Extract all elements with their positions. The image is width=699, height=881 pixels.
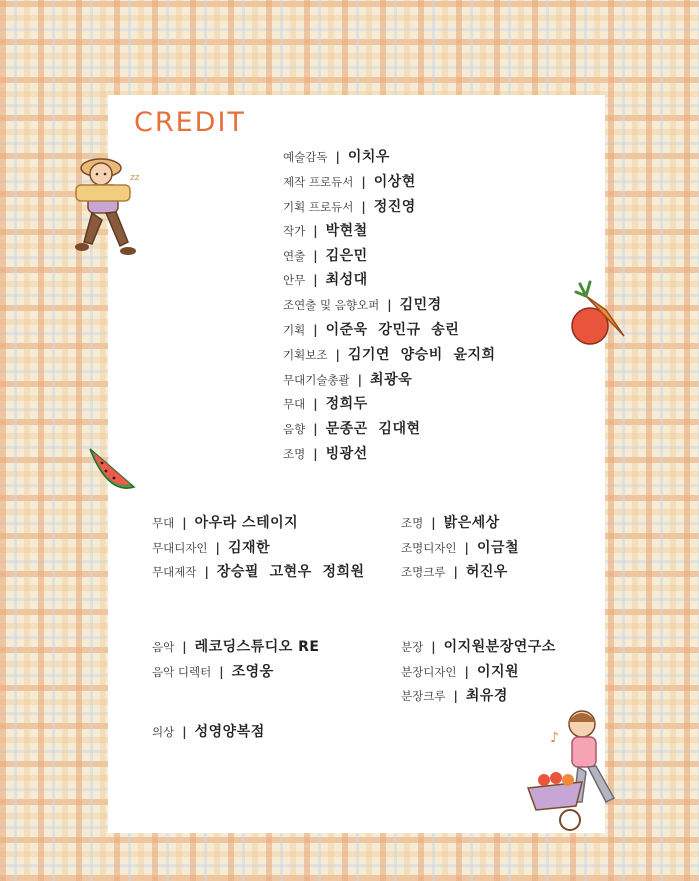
credit-role: 조명 — [283, 447, 306, 461]
credit-role: 분장 — [401, 640, 424, 654]
credit-role: 조연출 및 음향오퍼 — [283, 298, 380, 312]
credit-row — [401, 685, 508, 705]
separator: | — [387, 298, 392, 312]
credit-name: 문종곤 김대현 — [325, 421, 421, 437]
credit-row — [283, 393, 368, 413]
credit-name: 이금철 — [476, 540, 520, 556]
credit-role: 무대기술총괄 — [283, 373, 350, 387]
credit-name: 레코딩스튜디오 RE — [194, 639, 320, 655]
svg-text:zz: zz — [130, 173, 140, 183]
credit-row — [283, 269, 368, 289]
page-title: CREDIT — [134, 107, 246, 138]
separator: | — [464, 665, 469, 679]
credit-row — [283, 220, 368, 240]
separator: | — [182, 516, 187, 530]
credit-row — [401, 537, 519, 557]
credit-row — [283, 196, 416, 216]
separator: | — [182, 640, 187, 654]
farmer-boy-icon — [68, 150, 148, 265]
credit-name: 최유경 — [465, 688, 508, 704]
credit-row — [401, 661, 519, 681]
credit-name: 이지원분장연구소 — [443, 639, 556, 655]
separator: | — [453, 689, 458, 703]
credit-name: 빙광선 — [325, 446, 368, 462]
credit-name: 성영양복점 — [194, 724, 265, 740]
separator: | — [361, 175, 366, 189]
credit-row — [152, 661, 274, 681]
credit-row — [283, 171, 416, 191]
credit-name: 김재한 — [227, 540, 271, 556]
credit-role: 조명 — [401, 516, 424, 530]
credit-name: 아우라 스테이지 — [194, 515, 299, 531]
credit-role: 기획 — [283, 323, 306, 337]
credit-row — [283, 294, 442, 314]
separator: | — [464, 541, 469, 555]
separator: | — [313, 224, 318, 238]
credit-role: 무대 — [283, 397, 306, 411]
credit-row — [283, 443, 368, 463]
credit-name: 최광욱 — [370, 372, 413, 388]
credit-role: 안무 — [283, 273, 306, 287]
credit-role: 분장디자인 — [401, 665, 457, 679]
separator: | — [182, 725, 187, 739]
credit-role: 분장크루 — [401, 689, 446, 703]
separator: | — [313, 397, 318, 411]
separator: | — [313, 273, 318, 287]
credit-row — [152, 636, 320, 656]
girl-wheelbarrow-icon — [522, 702, 632, 837]
separator: | — [431, 640, 436, 654]
credit-role: 연출 — [283, 249, 306, 263]
credit-row — [401, 512, 500, 532]
credit-role: 제작 프로듀서 — [283, 175, 354, 189]
separator: | — [335, 348, 340, 362]
separator: | — [215, 541, 220, 555]
credit-row — [152, 512, 298, 532]
credit-name: 김은민 — [325, 248, 368, 264]
separator: | — [204, 565, 209, 579]
credit-row — [283, 146, 390, 166]
credit-row — [152, 561, 365, 581]
credit-row — [283, 418, 421, 438]
credit-name: 정진영 — [373, 199, 416, 215]
credit-role: 무대 — [152, 516, 175, 530]
credit-row — [283, 245, 368, 265]
separator: | — [361, 200, 366, 214]
credit-name: 김민경 — [399, 297, 442, 313]
credit-name: 조영웅 — [231, 664, 274, 680]
credit-role: 음향 — [283, 422, 306, 436]
credit-row — [152, 721, 265, 741]
credit-name: 허진우 — [465, 564, 508, 580]
credit-role: 조명디자인 — [401, 541, 457, 555]
credit-name: 김기연 양승비 윤지희 — [347, 347, 496, 363]
credit-name: 밝은세상 — [443, 515, 500, 531]
credit-role: 무대제작 — [152, 565, 197, 579]
credit-name: 이지원 — [476, 664, 520, 680]
svg-text:♪: ♪ — [550, 730, 559, 746]
credit-name: 정희두 — [325, 396, 368, 412]
separator: | — [313, 422, 318, 436]
credit-row — [152, 537, 270, 557]
credit-row — [401, 561, 508, 581]
separator: | — [313, 323, 318, 337]
separator: | — [313, 447, 318, 461]
credit-row — [283, 319, 459, 339]
credit-role: 의상 — [152, 725, 175, 739]
separator: | — [453, 565, 458, 579]
credit-role: 기획 프로듀서 — [283, 200, 354, 214]
credit-row — [283, 344, 496, 364]
separator: | — [357, 373, 363, 387]
credit-name: 최성대 — [325, 272, 368, 288]
credit-role: 기획보조 — [283, 348, 328, 362]
credit-role: 무대디자인 — [152, 541, 208, 555]
separator: | — [431, 516, 436, 530]
credit-role: 조명크루 — [401, 565, 446, 579]
credit-role: 음악 — [152, 640, 175, 654]
credit-role: 예술감독 — [283, 150, 328, 164]
credit-role: 작가 — [283, 224, 306, 238]
watermelon-icon — [84, 443, 138, 493]
credit-row — [283, 369, 412, 389]
credit-name: 이상현 — [373, 174, 416, 190]
carrot-tomato-icon — [566, 280, 628, 348]
credit-name: 이치우 — [347, 149, 390, 165]
credit-name: 이준욱 강민규 송린 — [325, 322, 460, 338]
credit-role: 음악 디렉터 — [152, 665, 212, 679]
credit-name: 박현철 — [325, 223, 368, 239]
separator: | — [335, 150, 340, 164]
credit-name: 장승필 고현우 정희원 — [216, 564, 365, 580]
separator: | — [313, 249, 318, 263]
credit-row — [401, 636, 556, 656]
separator: | — [219, 665, 224, 679]
